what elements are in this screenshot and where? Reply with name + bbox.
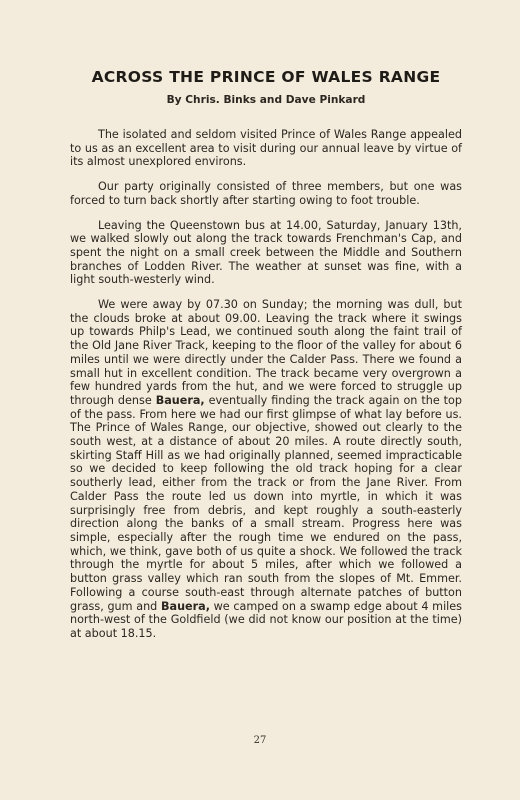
paragraph-4-part-c: we camped on a swamp edge about 4 miles north-west of the Goldfield (we did not know our position at the time) at about 18.15. <box>70 599 463 640</box>
paragraph-1: The isolated and seldom visited Prince of Wales Range appealed to us as an excellent area to visit during our annual leave by virtue of its almost unexplored environs. <box>70 128 462 169</box>
article-title: ACROSS THE PRINCE OF WALES RANGE <box>91 68 441 86</box>
paragraph-3: Leaving the Queenstown bus at 14.00, Saturday, January 13th, we walked slowly out along the track towards Frenchman's Cap, and spent the night on a small creek between the Middle and Southern branches of Lodden River. The weather at sunset was fine, with a light south-westerly wind. <box>70 218 462 287</box>
emphasis-bauera-2: Bauera, <box>161 599 210 613</box>
paragraph-4-part-a: We were away by 07.30 on Sunday; the morning was dull, but the clouds broke at about 09.00. Leaving the track where it swings up towards Philp's Lead, we continued south along the faint trail of the Old Jane River Track, keeping to the floor of the valley for about 6 miles until we were directly under the Calder Pass. There we found a small hut in excellent condition. The track became very overgrown a few hundred yards from the hut, and we were forced to struggle up through dense <box>70 298 462 407</box>
emphasis-bauera-1: Bauera, <box>155 393 205 407</box>
paragraph-4-part-b: eventually finding the track again on the top of the pass. From here we had our first glimpse of what lay before us. The Prince of Wales Range, our objective, showed out clearly to the south west, at a distance of about 20 miles. A route directly south, skirting Staff Hill as we had originally planned, seemed impracticable so we decided to keep following the old track hoping for a clear southerly lead, either from the track or from the Jane River. From Calder Pass the route led us down into myrtle, in which it was surprisingly free from debris, and kept roughly a south-easterly direction along the banks of a small stream. Progress here was simple, especially after the rough time we endured on the pass, which, we think, gave both of us quite a shock. We followed the track through the myrtle for about 5 miles, after which we followed a button grass valley which ran south from the slopes of Mt. Emmer. Following a course south-east through alternate patches of button grass, gum and <box>70 393 462 613</box>
paragraph-4 <box>70 298 462 641</box>
article-body <box>70 128 462 641</box>
article-byline: By Chris. Binks and Dave Pinkard <box>166 94 366 106</box>
page-number: 27 <box>253 735 267 746</box>
paragraph-2: Our party originally consisted of three members, but one was forced to turn back shortly after starting owing to foot trouble. <box>70 180 462 207</box>
